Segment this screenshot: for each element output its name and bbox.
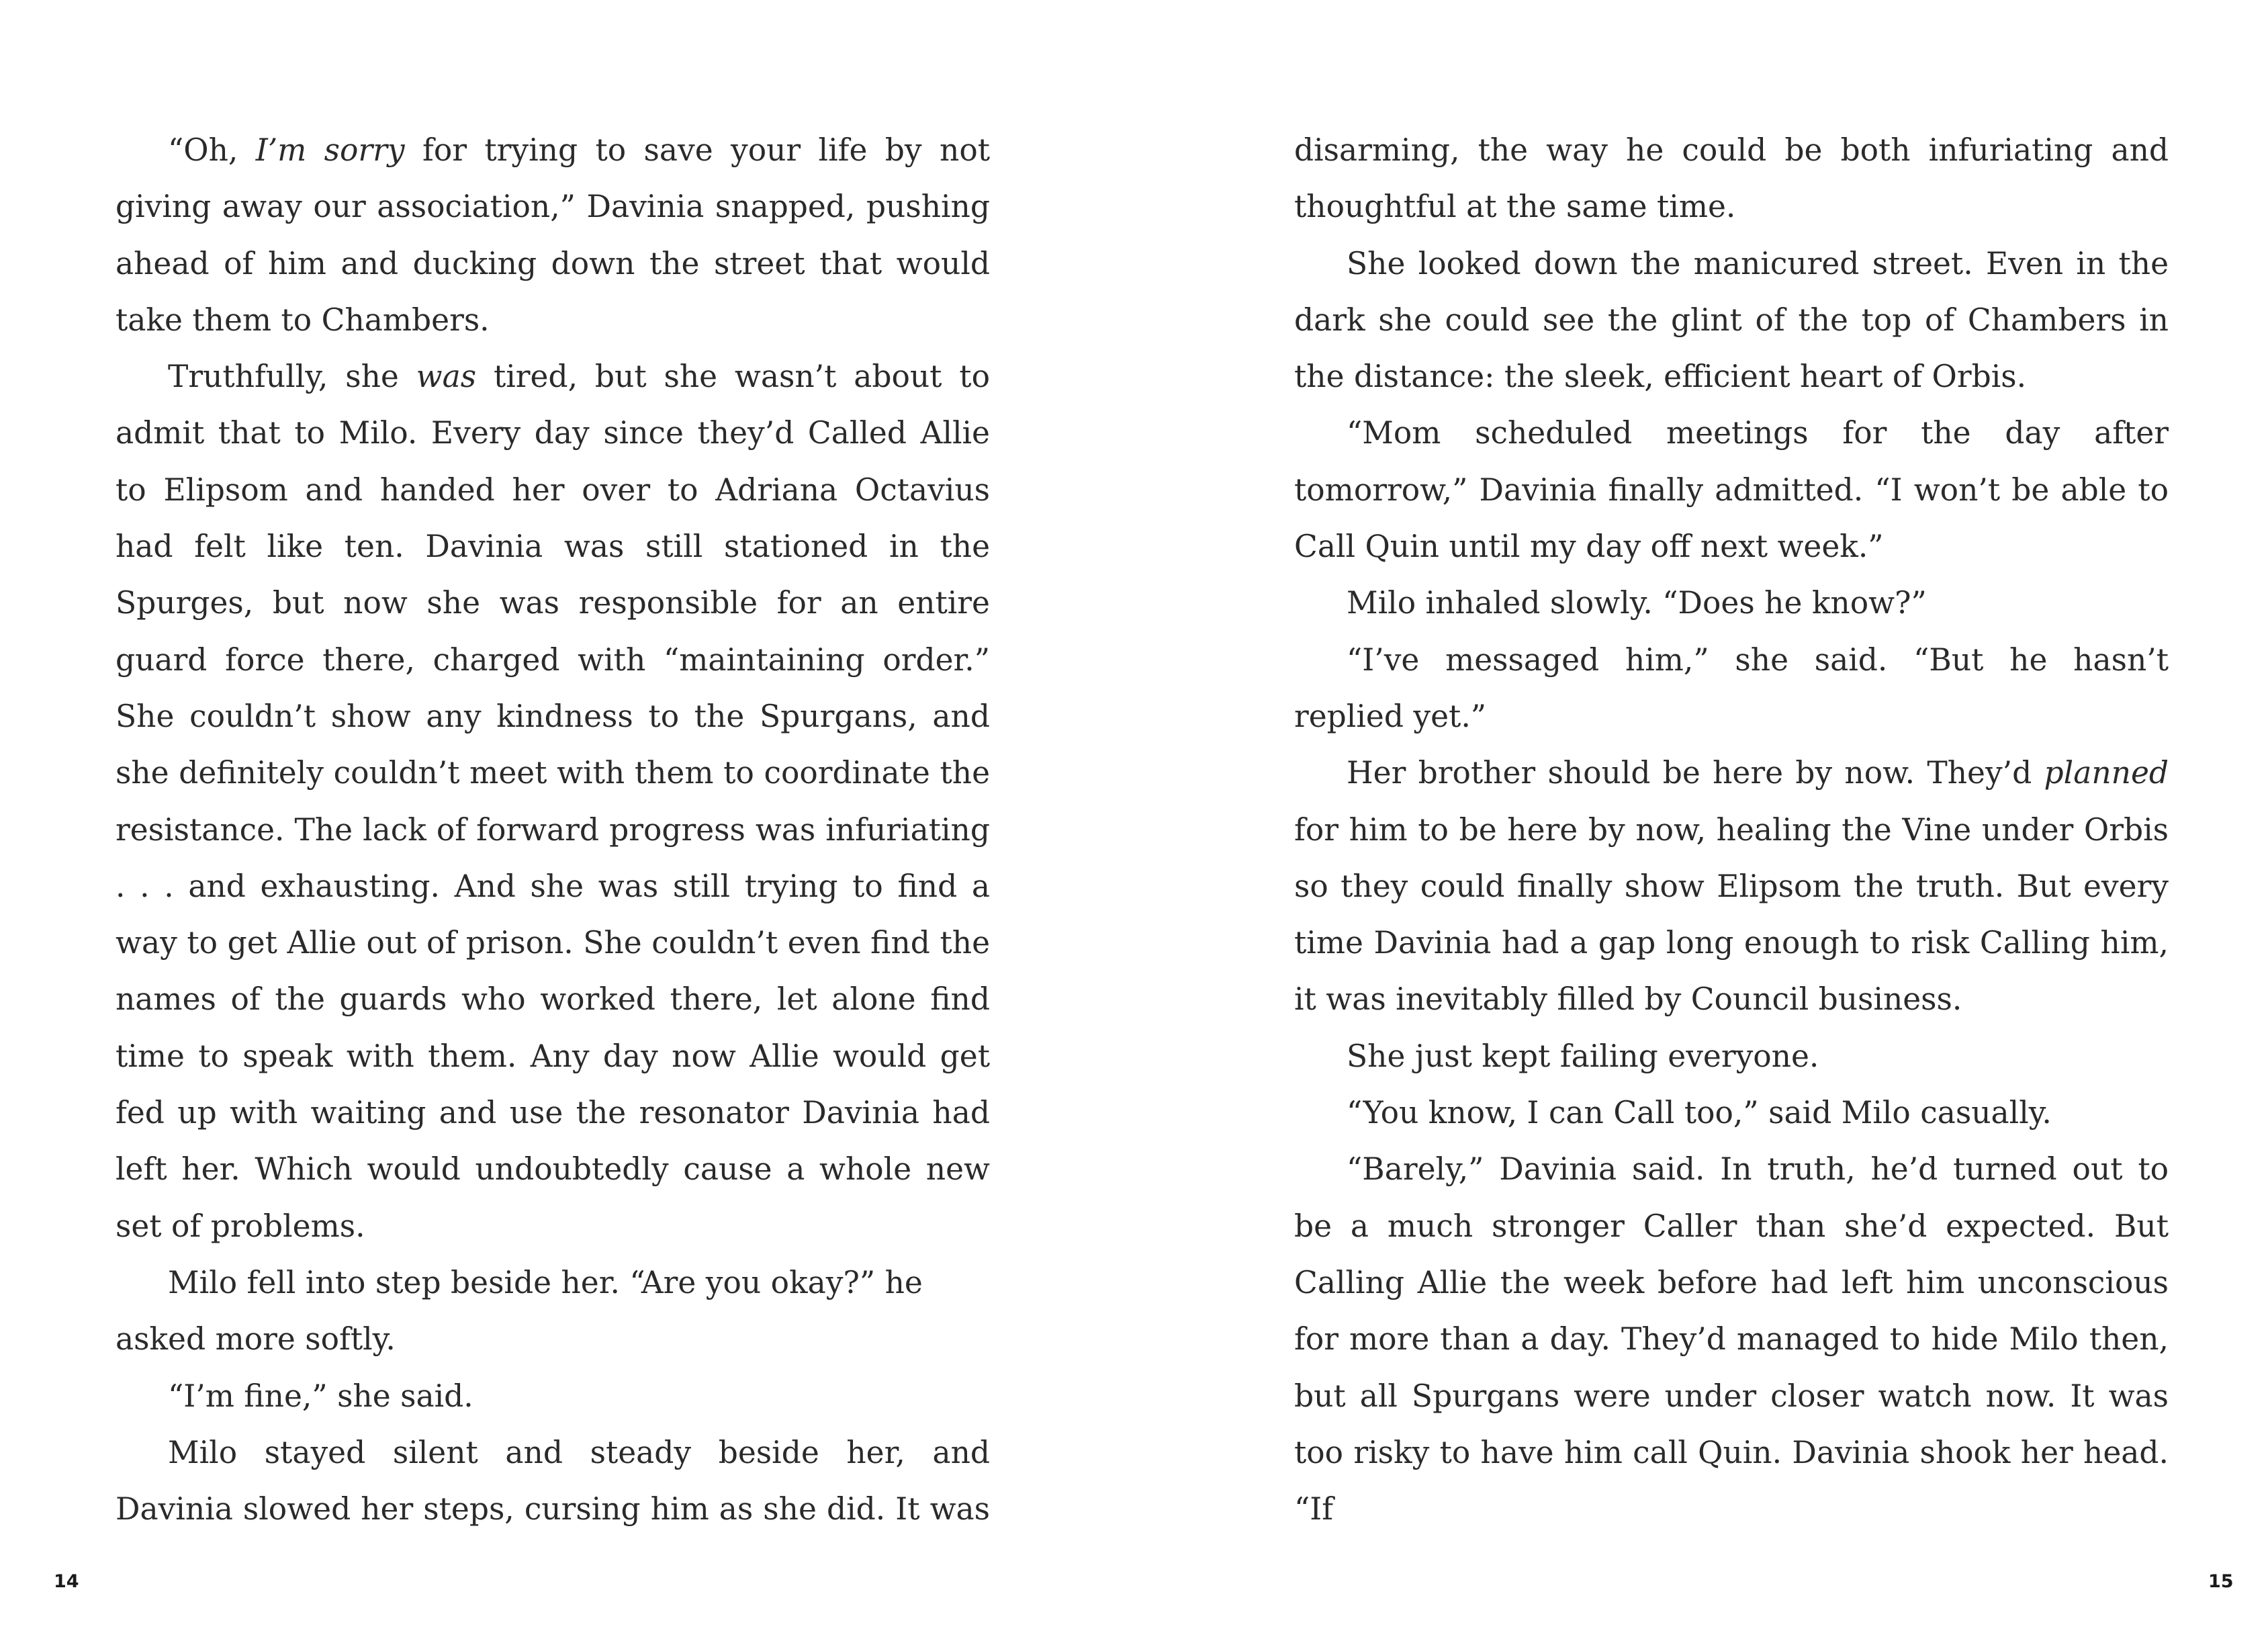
paragraph-text: “Barely,” Davinia said. In truth, he’d turned out to be a much stronger Caller than she’d expected. But Calling Allie the week before had left him unconscious for more than a day. They’d managed to hide Milo then, but all Spurgans were under closer watch now. It was too risky to have him call Quin. Davinia shook her head. “If <box>1294 1151 2169 1527</box>
paragraph-text: She looked down the manicured street. Even in the dark she could see the glint of the top of Chambers in the distance: the sleek, efficient heart of Orbis. <box>1294 245 2169 395</box>
paragraph-text: “I’ve messaged him,” she said. “But he hasn’t replied yet.” <box>1294 641 2169 734</box>
right-page <box>1134 0 2268 1641</box>
paragraph-continuation <box>1294 122 2169 236</box>
paragraph-text: Milo inhaled slowly. “Does he know?” <box>1347 585 1927 621</box>
paragraph <box>116 349 990 1255</box>
paragraph-text: She just kept failing everyone. <box>1347 1038 1819 1074</box>
right-page-text <box>1294 122 2169 1538</box>
paragraph <box>116 1255 990 1368</box>
paragraph-text: “I’m fine,” she said. <box>168 1378 473 1414</box>
paragraph <box>1294 632 2169 746</box>
paragraph-text: “You know, I can Call too,” said Milo casually. <box>1347 1095 2052 1131</box>
page-number: 15 <box>2208 1571 2234 1592</box>
paragraph <box>116 122 990 349</box>
paragraph-text: Milo fell into step beside her. “Are you okay?” he asked more softly. <box>116 1264 923 1358</box>
left-page-text <box>116 122 990 1538</box>
emphasis-text: planned <box>2044 755 2169 791</box>
paragraph-text: “Oh, <box>168 132 256 168</box>
paragraph <box>116 1368 990 1425</box>
paragraph <box>1294 405 2169 575</box>
paragraph-text: Truthfully, she <box>168 359 416 395</box>
paragraph-text: for him to be here by now, healing the Vine under Orbis so they could finally show Elipsom the truth. But every time Davinia had a gap long enough to risk Calling him, it was inevitably filled by Council business. <box>1294 811 2169 1018</box>
paragraph-text: tired, but she wasn’t about to admit that to Milo. Every day since they’d Called Allie to Elipsom and handed her over to Adriana Octavius had felt like ten. Davinia was still stationed in the Spurges, but now she was responsible for an entire guard force there, charged with “maintaining order.” She couldn’t show any kindness to the Spurgans, and she definitely couldn’t meet with them to coordinate the resistance. The lack of forward progress was infuriating . . . and exhausting. And she was still trying to find a way to get Allie out of prison. She couldn’t even find the names of the guards who worked there, let alone find time to speak with them. Any day now Allie would get fed up with waiting and use the resonator Davinia had left her. Which would undoubtedly cause a whole new set of problems. <box>116 359 990 1244</box>
paragraph <box>116 1425 990 1538</box>
emphasis-text: was <box>416 359 477 395</box>
paragraph-text: Her brother should be here by now. They’d <box>1347 755 2044 791</box>
emphasis-text: I’m sorry <box>255 132 405 168</box>
paragraph <box>1294 745 2169 1028</box>
paragraph <box>1294 1085 2169 1141</box>
paragraph <box>1294 1141 2169 1538</box>
paragraph-text: “Mom scheduled meetings for the day after tomorrow,” Davinia finally admitted. “I won’t be able to Call Quin until my day off next week.” <box>1294 415 2169 565</box>
paragraph <box>1294 575 2169 631</box>
paragraph <box>1294 1028 2169 1085</box>
paragraph-text: disarming, the way he could be both infuriating and thoughtful at the same time. <box>1294 132 2169 225</box>
page-number: 14 <box>54 1571 79 1592</box>
paragraph <box>1294 236 2169 406</box>
paragraph-text: Milo stayed silent and steady beside her, and Davinia slowed her steps, cursing him as she did. It was <box>116 1434 990 1527</box>
paragraph-text: for trying to save your life by not giving away our association,” Davinia snapped, pushing ahead of him and ducking down the street that would take them to Chambers. <box>116 132 990 338</box>
